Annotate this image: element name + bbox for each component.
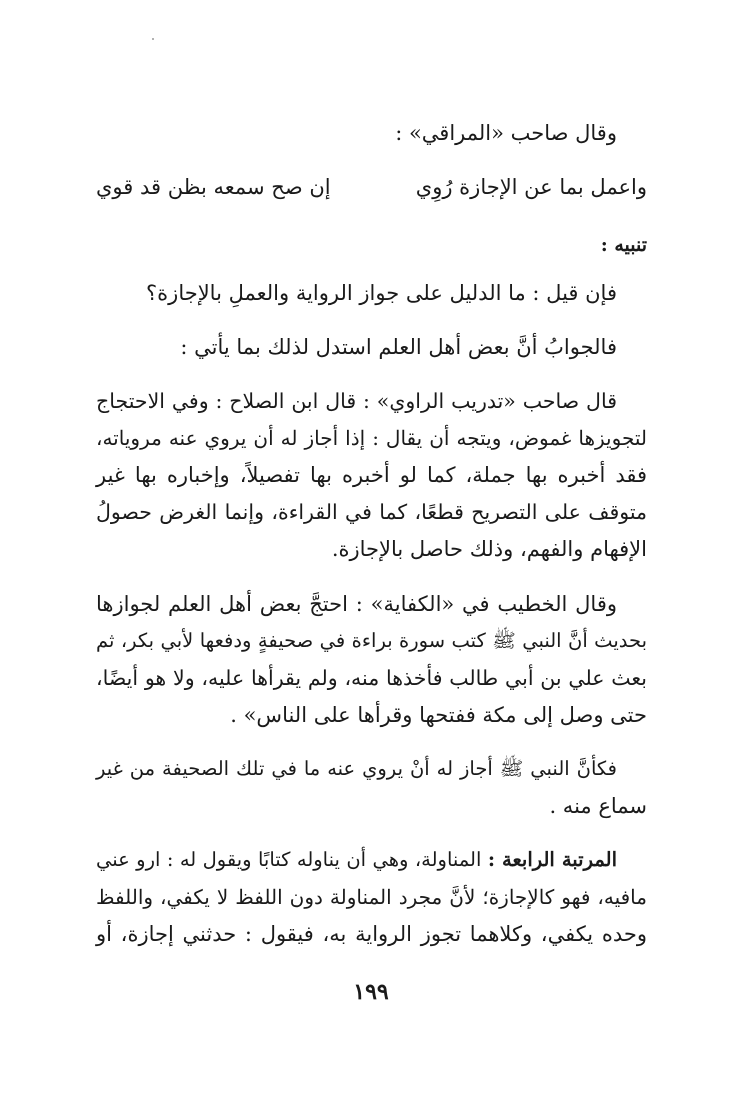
paragraph-line: الإفهام والفهم، وذلك حاصل بالإجازة. bbox=[331, 537, 647, 561]
paragraph-line: فكأنَّ النبي ﷺ أجاز له أنْ يروي عنه ما في تلك الصحيفة من غير bbox=[96, 757, 617, 780]
munawala-first-line-rest: المناولة، وهي أن يناوله كتابًا ويقول له : ارو عني bbox=[96, 848, 482, 871]
verse-first-hemistich: واعمل بما عن الإجازة رُوِي bbox=[415, 175, 647, 199]
paragraph-line bbox=[96, 843, 647, 877]
paragraph-line: لتجويزها غموض، ويتجه أن يقال : إذا أجاز له أن يروي عنه مروياته، bbox=[96, 426, 647, 450]
paragraph-line: سماع منه . bbox=[549, 794, 647, 818]
document-page bbox=[96, 0, 647, 1106]
paragraph-line: متوقف على التصريح قطعًا، كما في القراءة، وإنما الغرض حصولُ bbox=[96, 500, 647, 524]
munawala-title: المرتبة الرابعة : bbox=[487, 848, 618, 871]
paragraph-line: بحديث أنَّ النبي ﷺ كتب سورة براءة في صحيفةٍ ودفعها لأبي بكر، ثم bbox=[96, 629, 647, 652]
tanbih-heading: تنبيه : bbox=[600, 234, 647, 256]
paragraph-line: حتى وصل إلى مكة ففتحها وقرأها على الناس» . bbox=[230, 703, 647, 727]
intro-line: وقال صاحب «المراقي» : bbox=[395, 121, 617, 145]
paragraph-line: قال صاحب «تدريب الراوي» : قال ابن الصلاح : وفي الاحتجاج bbox=[96, 389, 617, 413]
verse-second-hemistich: إن صح سمعه بظن قد قوي bbox=[96, 175, 331, 199]
tanbih-answer: فالجوابُ أنَّ بعض أهل العلم استدل لذلك بما يأتي : bbox=[180, 335, 617, 359]
paragraph-line: بعث علي بن أبي طالب فأخذها منه، ولم يقرأها عليه، ولا هو أيضًا، bbox=[96, 666, 647, 690]
paragraph-line: وقال الخطيب في «الكفاية» : احتجَّ بعض أهل العلم لجوازها bbox=[96, 592, 617, 616]
paragraph-line: مافيه، فهو كالإجازة؛ لأنَّ مجرد المناولة دون اللفظ لا يكفي، واللفظ bbox=[96, 885, 647, 909]
page-number: ١٩٩ bbox=[353, 979, 389, 1005]
paragraph-line: فقد أخبره بها جملة، كما لو أخبره بها تفصيلاً، وإخباره بها غير bbox=[96, 463, 647, 487]
paragraph-line: وحده يكفي، وكلاهما تجوز الرواية به، فيقول : حدثني إجازة، أو bbox=[96, 922, 647, 946]
tanbih-question: فإن قيل : ما الدليل على جواز الرواية والعملِ بالإجازة؟ bbox=[146, 281, 617, 305]
